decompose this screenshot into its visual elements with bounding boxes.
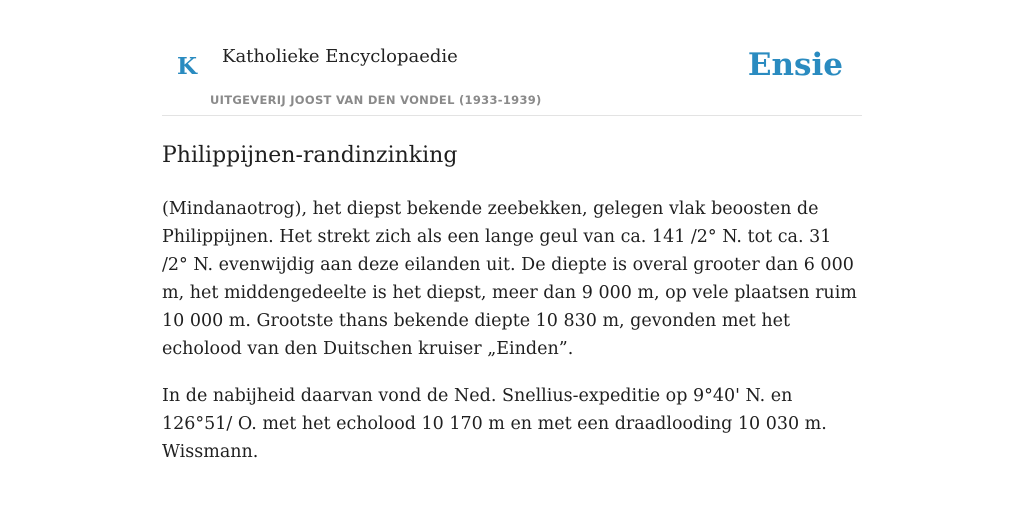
- article-title: Philippijnen-randinzinking: [162, 143, 458, 168]
- article-paragraph: In de nabijheid daarvan vond de Ned. Snellius-expeditie op 9°40' N. en 126°51/ O. met het echolood 10 170 m en met een draadlooding 10 030 m. Wissmann.: [162, 386, 827, 462]
- article-paragraph: (Mindanaotrog), het diepst bekende zeebekken, gelegen vlak beoosten de Philippijnen. Het strekt zich als een lange geul van ca. 141 /2° N. tot ca. 31 /2° N. evenwijdig aan deze eilanden uit. De diepte is overal grooter dan 6 000 m, het middengedeelte is het diepst, meer dan 9 000 m, op vele plaatsen ruim 10 000 m. Grootste thans bekende diepte 10 830 m, gevonden met het echolood van den Duitschen kruiser „Einden”.: [162, 199, 857, 359]
- header: [162, 0, 862, 116]
- encyclopedia-title[interactable]: Katholieke Encyclopaedie: [222, 46, 458, 67]
- page-container: [162, 0, 862, 485]
- publisher-label: UITGEVERIJ JOOST VAN DEN VONDEL (1933-1939): [210, 93, 542, 107]
- encyclopedia-logo[interactable]: K: [177, 53, 197, 80]
- article-body: [162, 195, 862, 466]
- ensie-logo-link[interactable]: Ensie: [747, 47, 843, 83]
